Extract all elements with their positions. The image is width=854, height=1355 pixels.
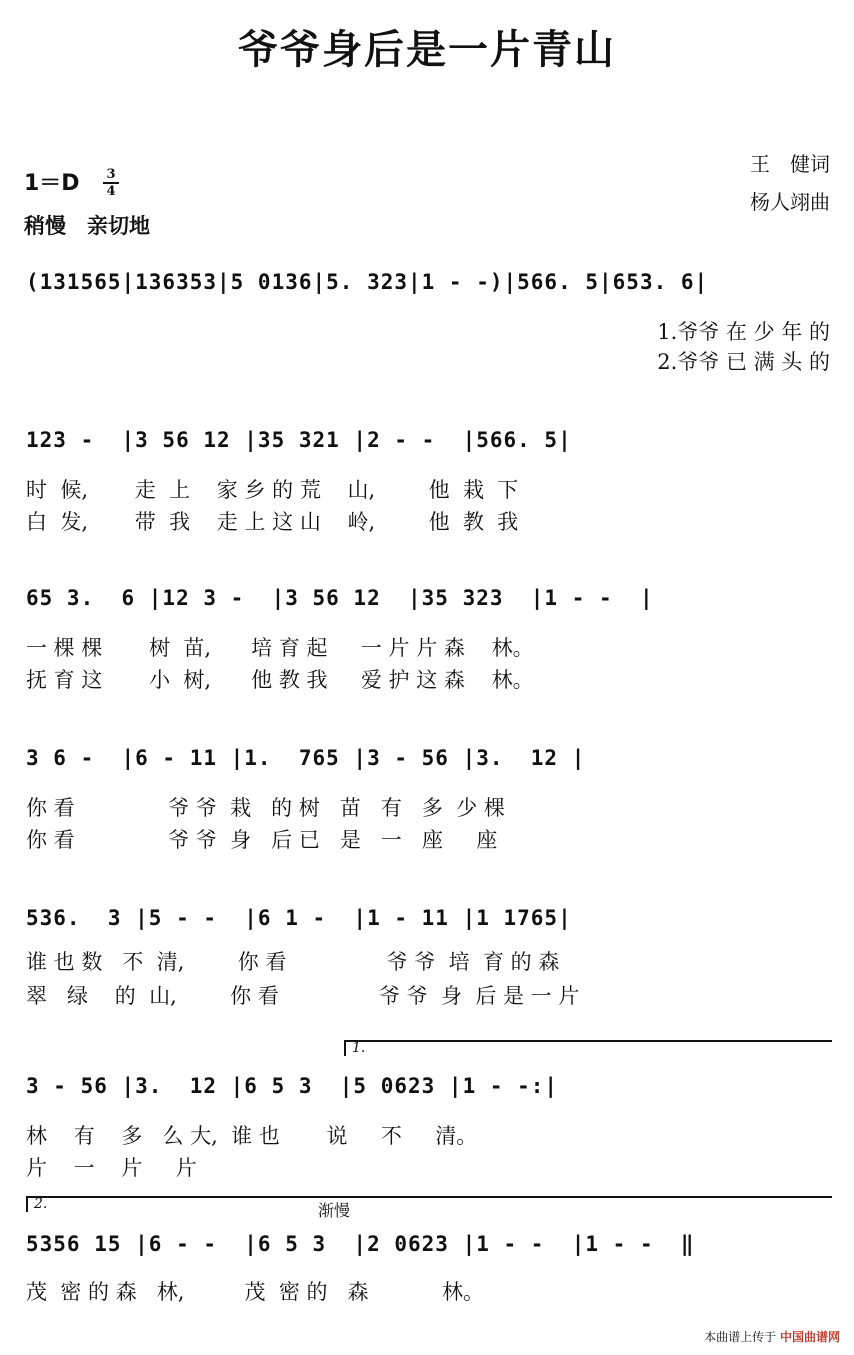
meter-bottom: 4 xyxy=(106,184,116,199)
lyric-line: 抚 育 这 小 树, 他 教 我 爱 护 这 森 林。 xyxy=(26,668,534,692)
lyricist-credit: 王 健词 xyxy=(750,152,830,176)
footer-credit xyxy=(704,1328,840,1345)
lyric-line: 白 发, 带 我 走 上 这 山 岭, 他 教 我 xyxy=(26,510,519,534)
key-signature: 1＝D xyxy=(24,171,80,196)
lyric-line: 翠 绿 的 山, 你 看 爷 爷 身 后 是 一 片 xyxy=(26,984,580,1008)
lyric-line: 林 有 多 么 大, 谁 也 说 不 清。 xyxy=(26,1124,478,1148)
volta-label-1: 1. xyxy=(352,1040,366,1056)
volta-bracket-2 xyxy=(26,1196,832,1212)
page-title: 爷爷身后是一片青山 xyxy=(238,26,616,73)
music-system-5: 536. 3 |5 - - |6 1 - |1 - 11 |1 1765| xyxy=(26,906,572,930)
lyric-verse-1: 1.爷爷 在 少 年 的 xyxy=(657,320,830,344)
volta-label-2: 2. xyxy=(34,1196,48,1212)
footer-text: 本曲谱上传于 xyxy=(704,1330,777,1344)
composer-credit: 杨人翊曲 xyxy=(750,190,830,214)
music-system-1: (131565|136353|5 0136|5. 323|1 - -)|566. 5|653. 6| xyxy=(26,270,709,294)
music-system-4: 3 6 - |6 - 11 |1. 765 |3 - 56 |3. 12 | xyxy=(26,746,586,770)
music-system-2: 123 - |3 56 12 |35 321 |2 - - |566. 5| xyxy=(26,428,572,452)
music-system-3: 65 3. 6 |12 3 - |3 56 12 |35 323 |1 - - | xyxy=(26,586,654,610)
footer-brand: 中国曲谱网 xyxy=(779,1330,840,1344)
ritardando-mark: 渐慢 xyxy=(318,1201,351,1220)
meter-top: 3 xyxy=(106,167,116,182)
lyric-line: 谁 也 数 不 清, 你 看 爷 爷 培 育 的 森 xyxy=(26,950,560,974)
lyric-line: 一 棵 棵 树 苗, 培 育 起 一 片 片 森 林。 xyxy=(26,636,534,660)
time-signature xyxy=(101,168,121,198)
music-system-6: 3 - 56 |3. 12 |6 5 3 |5 0623 |1 - -:| xyxy=(26,1074,559,1098)
music-system-7: 5356 15 |6 - - |6 5 3 |2 0623 |1 - - |1 - - ‖ xyxy=(26,1232,695,1256)
lyric-line: 你 看 爷 爷 栽 的 树 苗 有 多 少 棵 xyxy=(26,796,505,820)
lyric-line: 你 看 爷 爷 身 后 已 是 一 座 座 xyxy=(26,828,498,852)
tempo-marking: 稍慢 亲切地 xyxy=(24,214,150,238)
lyric-line: 茂 密 的 森 林, 茂 密 的 森 林。 xyxy=(26,1280,484,1304)
lyric-verse-2: 2.爷爷 已 满 头 的 xyxy=(657,350,830,374)
volta-bracket-1 xyxy=(344,1040,832,1056)
lyric-line: 片 一 片 片 xyxy=(26,1156,197,1180)
lyric-line: 时 候, 走 上 家 乡 的 荒 山, 他 栽 下 xyxy=(26,478,519,502)
